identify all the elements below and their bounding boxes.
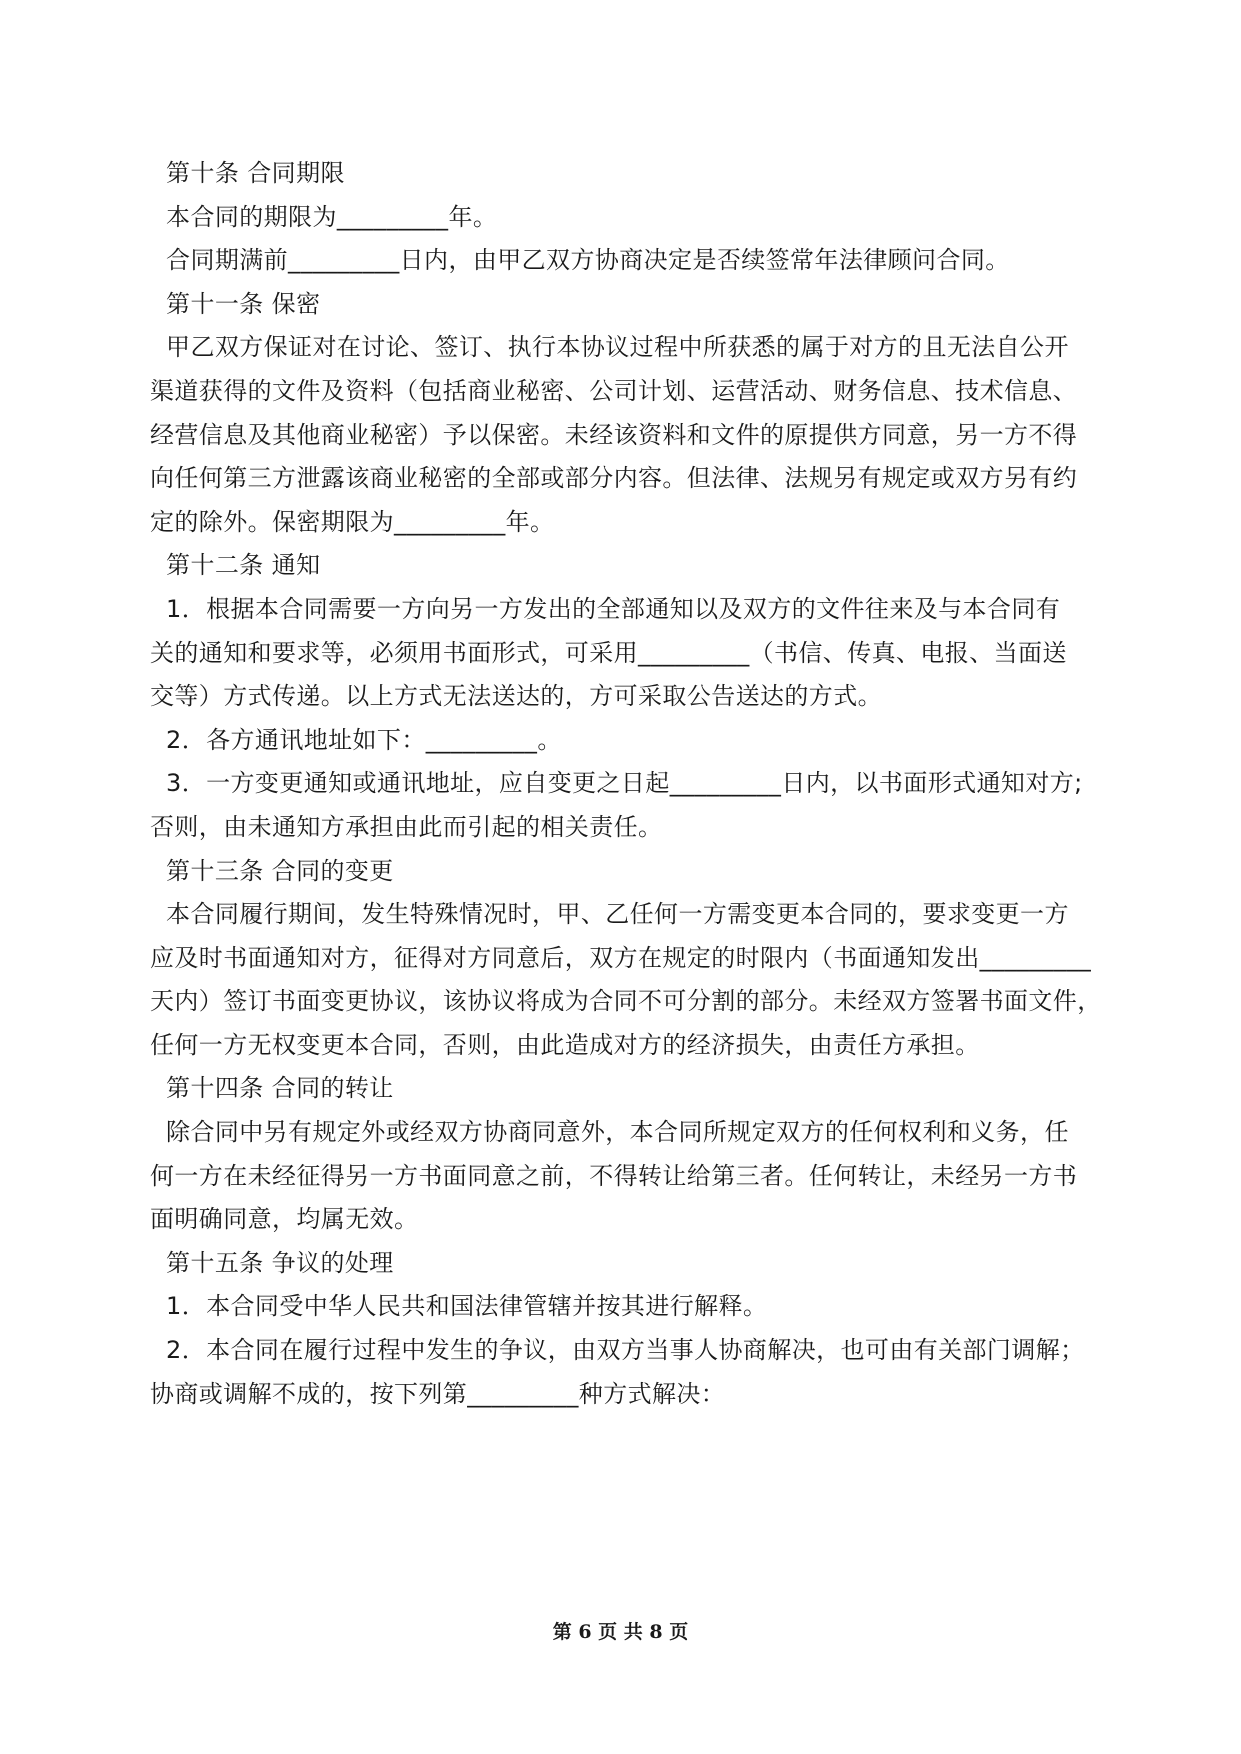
paragraph-line: 关的通知和要求等，必须用书面形式，可采用_________（书信、传真、电报、当面送 <box>150 638 1067 667</box>
paragraph-line: 天内）签订书面变更协议，该协议将成为合同不可分割的部分。未经双方签署书面文件， <box>150 987 1102 1016</box>
paragraph-line: 否则，由未通知方承担由此而引起的相关责任。 <box>150 812 663 841</box>
paragraph-line: 协商或调解不成的，按下列第_________种方式解决： <box>150 1379 726 1408</box>
paragraph-line: 本合同的期限为_________年。 <box>150 202 498 231</box>
paragraph-line: 经营信息及其他商业秘密）予以保密。未经该资料和文件的原提供方同意，另一方不得 <box>150 420 1078 449</box>
section-heading: 第十五条 争议的处理 <box>150 1248 394 1277</box>
paragraph-line: 应及时书面通知对方，征得对方同意后，双方在规定的时限内（书面通知发出_________ <box>150 943 1092 972</box>
paragraph-line: 本合同履行期间，发生特殊情况时，甲、乙任何一方需变更本合同的，要求变更一方 <box>150 900 1069 929</box>
paragraph-line: 定的除外。保密期限为_________年。 <box>150 507 555 536</box>
paragraph-line: 交等）方式传递。以上方式无法送达的，方可采取公告送达的方式。 <box>150 682 882 711</box>
paragraph-line: 2．各方通讯地址如下：_________。 <box>150 725 562 754</box>
paragraph-line: 3．一方变更通知或通讯地址，应自变更之日起_________日内，以书面形式通知对方; <box>150 769 1083 798</box>
paragraph-line: 面明确同意，均属无效。 <box>150 1205 419 1234</box>
section-heading: 第十二条 通知 <box>150 551 321 580</box>
document-body <box>150 152 1102 1416</box>
paragraph-line: 渠道获得的文件及资料（包括商业秘密、公司计划、运营活动、财务信息、技术信息、 <box>150 376 1078 405</box>
paragraph-line: 1．根据本合同需要一方向另一方发出的全部通知以及双方的文件往来及与本合同有 <box>150 594 1061 623</box>
section-heading: 第十一条 保密 <box>150 289 321 318</box>
paragraph-line: 何一方在未经征得另一方书面同意之前，不得转让给第三者。任何转让，未经另一方书 <box>150 1161 1078 1190</box>
paragraph-line: 任何一方无权变更本合同，否则，由此造成对方的经济损失，由责任方承担。 <box>150 1030 980 1059</box>
page-number-footer: 第 6 页 共 8 页 <box>552 1621 689 1643</box>
section-heading: 第十三条 合同的变更 <box>150 856 394 885</box>
paragraph-line: 向任何第三方泄露该商业秘密的全部或部分内容。但法律、法规另有规定或双方另有约 <box>150 464 1078 493</box>
section-heading: 第十四条 合同的转让 <box>150 1074 394 1103</box>
paragraph-line: 2．本合同在履行过程中发生的争议，由双方当事人协商解决，也可由有关部门调解； <box>150 1336 1085 1365</box>
paragraph-line: 除合同中另有规定外或经双方协商同意外，本合同所规定双方的任何权利和义务，任 <box>150 1118 1069 1147</box>
section-heading: 第十条 合同期限 <box>150 159 345 187</box>
paragraph-line: 甲乙双方保证对在讨论、签订、执行本协议过程中所获悉的属于对方的且无法自公开 <box>150 333 1069 362</box>
paragraph-line: 合同期满前_________日内，由甲乙双方协商决定是否续签常年法律顾问合同。 <box>150 246 1010 275</box>
paragraph-line: 1．本合同受中华人民共和国法律管辖并按其进行解释。 <box>150 1292 768 1321</box>
